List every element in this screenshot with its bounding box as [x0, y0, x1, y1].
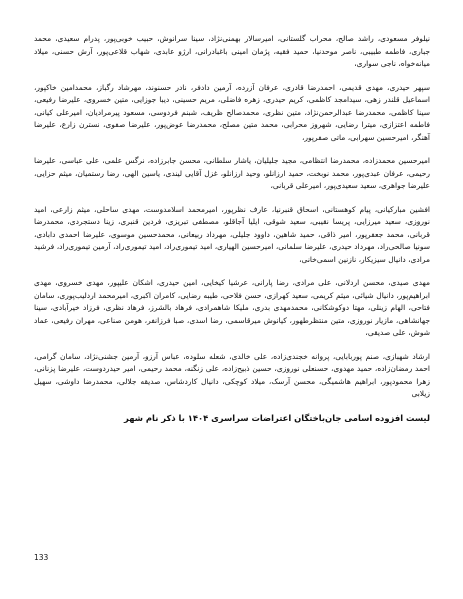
- document-page: [34, 33, 430, 424]
- name-list-paragraph-3: امیرحسین محمدزاده، محمدرضا انتظامی، مجید جلیلیان، یاشار سلطانی، محسن جابرزاده، نرگس علمی، علی عباسی، علیرضا رحیمی، عرفان عبدی‌پور، محمد نوبخت، حمید ارزانلو، وحید ارزانلو، غزل آقایی لیندی، یاسین الهی، رضا رستمیان، میثم حزایی، علیرضا جواهری، سعید سعیدی‌پور، امیرعلی قربانی،: [34, 156, 430, 190]
- name-list-paragraph-1: نیلوفر مسعودی، راشد صالح، محراب گلستانی، امیرسالار بهمنی‌نژاد، سینا سرانوش، حبیب خوبی‌پور، پدرام سعیدی، محمد جباری، فاطمه طبیبی، ناصر موحدنیا، حمید فقیه، پژمان امینی باغبادرانی، ارژو عابدی، شهاب قلاعی‌پور، آرش حسنی، میلاد میانه‌خواه، ناجی سواری،: [34, 34, 430, 68]
- name-list-paragraph-5: مهدی صیدی، محسن اردلانی، علی مرادی، رضا پارانی، عرشیا کیخایی، امین حیدری، اشکان علیپور، مهدی خسروی، مهدی ابراهیم‌پور، دانیال شیائی، میثم کریمی، سعید کهرازی، حسن فلاحی، طیبه رضایی، کامران اکبری، امیرمحمد اردلیب‌پوری، سامان فتاحی، الهام زینلی، مهتا دوکوشکانی، محمدمهدی بدری، ملیکا شاهمرادی، فرهاد بالشرز، فرهاد نظری، فرزاد خیرآبادی، سینا جهانشاهی، مازیار نوروزی، متین منتظرطهور، کیانوش میرقاسمی، رضا اسدی، صبا فرزانفر، هومن صناعی، مهران رفیعی، عماد شوش، علی صدیقی،: [34, 278, 430, 337]
- page-number: 133: [34, 553, 49, 562]
- section-heading: لیست افزوده اسامی جان‌باختگان اعتراضات سراسری ۱۴۰۴ با ذکر نام شهر: [124, 412, 430, 423]
- name-list-paragraph-4: افشین مبارکیانی، پیام کوهستانی، اسحاق قنبرنیا، عارف نظرپور، امیرمحمد اسلامدوست، مهدی ساحلی، میثم زارعی، امید نوروزی، سعید میرزایی، پریسا نقیبی، سعید شوقی، ایلیا آجاقلو، مصطفی تبریزی، فردین قنبری، زینا دستجردی، محمدرضا قربانی، محمد جعفرپور، امیر ذاقی، حمید شاهین، داوود جلیلی، مهرداد ربیعانی، محمدحسین موسوی، علیرضا احمدی دابادی، سونیا صالحی‌راد، مهرداد حیدری، علیرضا سلمانی، امیرحسین الهیاری، امید تیموری‌راد، امید تیموری‌راد، آرمین تیموری‌راد، فرشید مرادی، دانیال سیزیکار، نازنین اسمی‌خانی،: [34, 204, 430, 264]
- name-list-paragraph-2: سپهر حیدری، مهدی قدیمی، احمدرضا قادری، عرفان آزرده، آرمین دادفر، نادر حسنوند، مهرشاد رگباز، محمدامین خاکپور، اسماعیل قلندر زهی، سیدامجد کاظمی، کریم حیدری، زهره فاضلی، مریم حسینی، دیبا جوزایی، متین خسروی، علیرضا رفیعی، سینا کاظمی، محمدرضا عبدالرحمن‌نژاد، متین نظری، محمدصالح ظریف، شبنم فردوسی، مسعود پیرمرادیان، امیرعلی کیانی، فاطمه اعتزازی، میترا رضایی، شهروز محرابی، محمد متین مصلح، محمدرضا عوض‌پور، علیرضا صفوی، نسترن زارع، علیرضا آهنگر، امیرحسین سهرابی، ماتی صفرپور،: [34, 82, 430, 142]
- name-list-paragraph-6: ارشاد شهبازی، صنم پوربابایی، پروانه خجندی‌زاده، علی خالدی، شعله سلوده، عباس آرزو، آرمین جشنی‌نژاد، سامان گرامی، احمد رمضان‌زاده، حمید مهدوی، حسنعلی نوروزی، حسین ذبیح‌زاده، علی زنگنه، محمد رحیمی، امیر حیدردوست، علیرضا پزنانی، زهرا محمودپور، ابراهیم هاشمیگی، محسن آرسک، میلاد کوچکی، دانیال کاردشاس، صدیقه جلالی، محمدرضا داوشی، سهیل زیلابی: [34, 351, 430, 398]
